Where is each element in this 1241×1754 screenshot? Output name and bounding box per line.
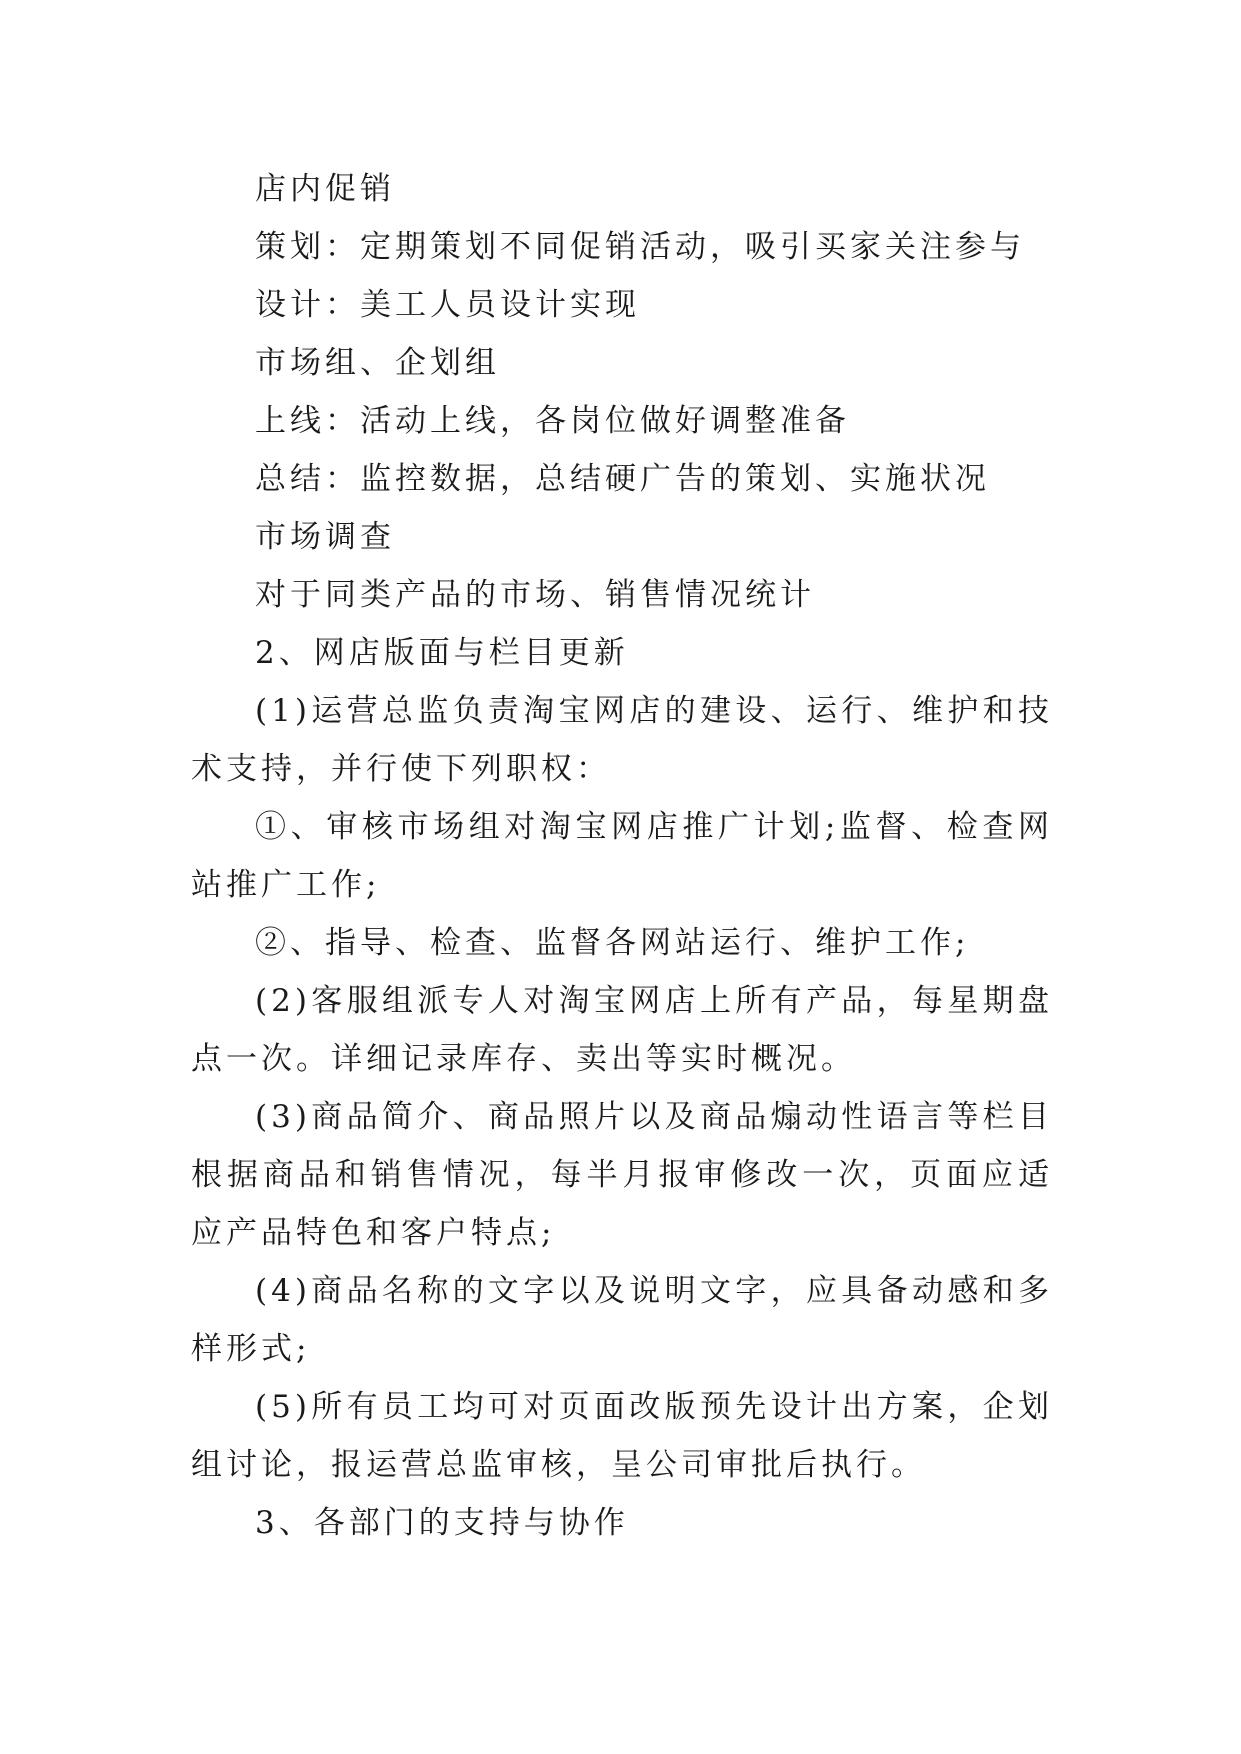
paragraph-design: 设计：美工人员设计实现: [255, 287, 640, 323]
paragraph-launch: 上线：活动上线，各岗位做好调整准备: [255, 403, 850, 439]
paragraph-teams: 市场组、企划组: [255, 345, 500, 381]
list-subitem-circled-2: ②、指导、检查、监督各网站运行、维护工作;: [255, 925, 970, 961]
paragraph-planning: 策划：定期策划不同促销活动，吸引买家关注参与: [255, 229, 1025, 265]
list-item-4: (4)商品名称的文字以及说明文字，应具备动感和多样形式;: [191, 1273, 1053, 1367]
section-heading-3: 3、各部门的支持与协作: [255, 1505, 629, 1541]
list-subitem-circled-1: ①、审核市场组对淘宝网店推广计划;监督、检查网站推广工作;: [191, 809, 1053, 903]
section-heading-2: 2、网店版面与栏目更新: [255, 635, 629, 671]
document-body: [191, 160, 1053, 1552]
list-item-2: (2)客服组派专人对淘宝网店上所有产品，每星期盘点一次。详细记录库存、卖出等实时概况。: [191, 983, 1053, 1077]
list-item-1: (1)运营总监负责淘宝网店的建设、运行、维护和技术支持，并行使下列职权：: [191, 693, 1053, 787]
list-item-5: (5)所有员工均可对页面改版预先设计出方案，企划组讨论，报运营总监审核，呈公司审批后执行。: [191, 1389, 1053, 1483]
paragraph-market-statistics: 对于同类产品的市场、销售情况统计: [255, 577, 815, 613]
paragraph-in-store-promotion: 店内促销: [255, 171, 395, 207]
list-item-3: (3)商品简介、商品照片以及商品煽动性语言等栏目根据商品和销售情况，每半月报审修改一次，页面应适应产品特色和客户特点;: [191, 1099, 1053, 1251]
paragraph-market-research: 市场调查: [255, 519, 395, 555]
paragraph-summary: 总结：监控数据，总结硬广告的策划、实施状况: [255, 461, 990, 497]
